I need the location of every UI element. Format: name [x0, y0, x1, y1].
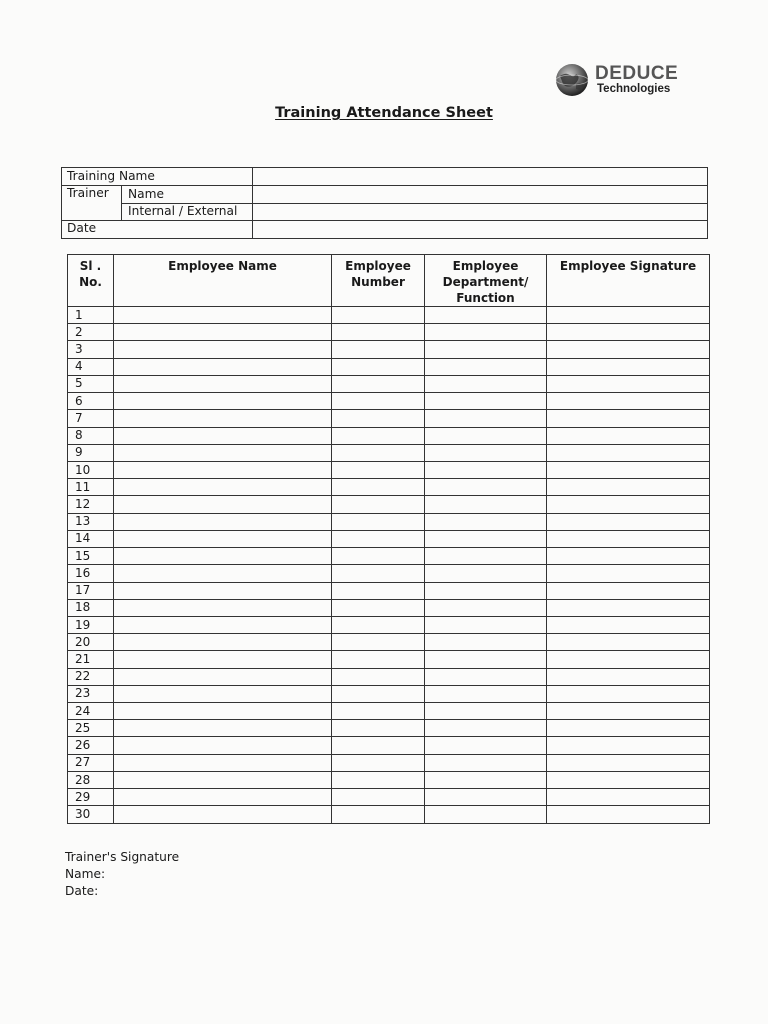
employee-number-cell[interactable] [332, 410, 425, 427]
department-cell[interactable] [425, 530, 547, 547]
employee-name-cell[interactable] [114, 737, 332, 754]
signoff-date-label: Date: [65, 884, 99, 898]
table-row [68, 634, 710, 651]
employee-name-cell[interactable] [114, 685, 332, 702]
employee-number-cell[interactable] [332, 427, 425, 444]
signature-cell[interactable] [547, 427, 710, 444]
signature-cell[interactable] [547, 444, 710, 461]
signature-cell[interactable] [547, 461, 710, 478]
table-row [68, 358, 710, 375]
employee-number-cell[interactable] [332, 479, 425, 496]
info-column-divider [121, 185, 122, 220]
department-cell[interactable] [425, 668, 547, 685]
employee-name-cell[interactable] [114, 789, 332, 806]
signature-cell[interactable] [547, 530, 710, 547]
department-cell[interactable] [425, 599, 547, 616]
signature-cell[interactable] [547, 651, 710, 668]
header-employee-number-line1: Employee [345, 259, 411, 273]
signature-cell[interactable] [547, 789, 710, 806]
employee-name-cell[interactable] [114, 375, 332, 392]
department-cell[interactable] [425, 358, 547, 375]
table-row [68, 461, 710, 478]
employee-name-cell[interactable] [114, 496, 332, 513]
employee-number-cell[interactable] [332, 720, 425, 737]
row-number: 11 [68, 479, 114, 496]
department-cell[interactable] [425, 771, 547, 788]
header-employee-number [332, 255, 425, 307]
header-signature-text: Employee Signature [559, 259, 697, 273]
table-row [68, 789, 710, 806]
row-number: 20 [68, 634, 114, 651]
department-cell[interactable] [425, 461, 547, 478]
employee-name-cell[interactable] [114, 324, 332, 341]
header-department-line1: Employee [452, 259, 519, 273]
employee-name-cell[interactable] [114, 720, 332, 737]
header-department-line2: Department/ [442, 275, 529, 289]
employee-number-cell[interactable] [332, 375, 425, 392]
employee-number-cell[interactable] [332, 703, 425, 720]
department-cell[interactable] [425, 375, 547, 392]
row-number: 29 [68, 789, 114, 806]
employee-name-cell[interactable] [114, 341, 332, 358]
table-row [68, 685, 710, 702]
employee-name-cell[interactable] [114, 651, 332, 668]
employee-number-cell[interactable] [332, 358, 425, 375]
row-number: 4 [68, 358, 114, 375]
department-cell[interactable] [425, 427, 547, 444]
employee-number-cell[interactable] [332, 307, 425, 324]
department-cell[interactable] [425, 393, 547, 410]
department-cell[interactable] [425, 806, 547, 824]
row-number: 18 [68, 599, 114, 616]
row-number: 7 [68, 410, 114, 427]
signature-cell[interactable] [547, 685, 710, 702]
employee-name-cell[interactable] [114, 754, 332, 771]
table-row [68, 496, 710, 513]
row-number: 25 [68, 720, 114, 737]
signature-cell[interactable] [547, 668, 710, 685]
table-row [68, 720, 710, 737]
signature-cell[interactable] [547, 565, 710, 582]
table-row [68, 341, 710, 358]
department-cell[interactable] [425, 789, 547, 806]
row-number: 30 [68, 806, 114, 824]
employee-number-cell[interactable] [332, 754, 425, 771]
employee-number-cell[interactable] [332, 341, 425, 358]
table-row [68, 565, 710, 582]
employee-number-cell[interactable] [332, 771, 425, 788]
signature-cell[interactable] [547, 393, 710, 410]
table-row [68, 771, 710, 788]
date-label: Date [67, 221, 97, 235]
employee-name-cell[interactable] [114, 771, 332, 788]
department-cell[interactable] [425, 616, 547, 633]
row-number: 1 [68, 307, 114, 324]
employee-name-cell[interactable] [114, 307, 332, 324]
table-row [68, 703, 710, 720]
row-number: 2 [68, 324, 114, 341]
table-row [68, 479, 710, 496]
table-row [68, 616, 710, 633]
signature-cell[interactable] [547, 616, 710, 633]
employee-number-cell[interactable] [332, 599, 425, 616]
header-sl-no [68, 255, 114, 307]
attendance-table-body [68, 307, 710, 824]
row-number: 6 [68, 393, 114, 410]
row-number: 19 [68, 616, 114, 633]
row-number: 9 [68, 444, 114, 461]
signature-cell[interactable] [547, 341, 710, 358]
signature-cell[interactable] [547, 806, 710, 824]
header-employee-name [114, 255, 332, 307]
table-row [68, 737, 710, 754]
department-cell[interactable] [425, 565, 547, 582]
employee-name-cell[interactable] [114, 410, 332, 427]
department-cell[interactable] [425, 582, 547, 599]
employee-name-cell[interactable] [114, 393, 332, 410]
table-row [68, 324, 710, 341]
employee-number-cell[interactable] [332, 548, 425, 565]
logo-brand-text: DEDUCE [595, 63, 679, 84]
table-row [68, 668, 710, 685]
row-number: 8 [68, 427, 114, 444]
signature-cell[interactable] [547, 703, 710, 720]
department-cell[interactable] [425, 513, 547, 530]
header-department-line3: Function [456, 291, 515, 305]
signature-cell[interactable] [547, 582, 710, 599]
table-header-row [68, 255, 710, 307]
table-row [68, 444, 710, 461]
table-row [68, 513, 710, 530]
department-cell[interactable] [425, 496, 547, 513]
signature-cell[interactable] [547, 358, 710, 375]
employee-name-cell[interactable] [114, 616, 332, 633]
signature-cell[interactable] [547, 771, 710, 788]
table-row [68, 582, 710, 599]
employee-number-cell[interactable] [332, 530, 425, 547]
table-row [68, 651, 710, 668]
employee-number-cell[interactable] [332, 582, 425, 599]
department-cell[interactable] [425, 634, 547, 651]
employee-number-cell[interactable] [332, 789, 425, 806]
header-signature [547, 255, 710, 307]
row-number: 16 [68, 565, 114, 582]
row-number: 22 [68, 668, 114, 685]
header-employee-name-text: Employee Name [168, 259, 277, 273]
department-cell[interactable] [425, 324, 547, 341]
department-cell[interactable] [425, 720, 547, 737]
employee-name-cell[interactable] [114, 444, 332, 461]
employee-name-cell[interactable] [114, 530, 332, 547]
table-row [68, 393, 710, 410]
trainer-label: Trainer [67, 186, 109, 200]
row-number: 15 [68, 548, 114, 565]
table-row [68, 375, 710, 392]
department-cell[interactable] [425, 685, 547, 702]
signature-cell[interactable] [547, 307, 710, 324]
globe-icon [554, 62, 590, 98]
employee-name-cell[interactable] [114, 806, 332, 824]
row-number: 23 [68, 685, 114, 702]
trainer-name-label: Name [128, 187, 164, 201]
employee-name-cell[interactable] [114, 703, 332, 720]
employee-number-cell[interactable] [332, 685, 425, 702]
department-cell[interactable] [425, 444, 547, 461]
table-row [68, 530, 710, 547]
page-title: Training Attendance Sheet [275, 105, 493, 121]
row-number: 5 [68, 375, 114, 392]
trainer-type-field[interactable] [253, 204, 707, 220]
row-number: 12 [68, 496, 114, 513]
signature-cell[interactable] [547, 479, 710, 496]
logo-sub-text: Technologies [597, 83, 671, 95]
row-number: 26 [68, 737, 114, 754]
department-cell[interactable] [425, 703, 547, 720]
employee-number-cell[interactable] [332, 668, 425, 685]
employee-number-cell[interactable] [332, 461, 425, 478]
signoff-name-label: Name: [65, 867, 106, 881]
row-number: 13 [68, 513, 114, 530]
employee-name-cell[interactable] [114, 548, 332, 565]
employee-number-cell[interactable] [332, 651, 425, 668]
row-number: 28 [68, 771, 114, 788]
employee-number-cell[interactable] [332, 393, 425, 410]
signature-cell[interactable] [547, 548, 710, 565]
department-cell[interactable] [425, 548, 547, 565]
table-row [68, 427, 710, 444]
signature-cell[interactable] [547, 634, 710, 651]
employee-number-cell[interactable] [332, 565, 425, 582]
employee-name-cell[interactable] [114, 634, 332, 651]
header-department [425, 255, 547, 307]
trainer-name-field[interactable] [253, 186, 707, 203]
employee-number-cell[interactable] [332, 634, 425, 651]
department-cell[interactable] [425, 341, 547, 358]
employee-number-cell[interactable] [332, 806, 425, 824]
department-cell[interactable] [425, 410, 547, 427]
department-cell[interactable] [425, 479, 547, 496]
table-row [68, 754, 710, 771]
employee-number-cell[interactable] [332, 616, 425, 633]
row-number: 3 [68, 341, 114, 358]
employee-name-cell[interactable] [114, 668, 332, 685]
signature-cell[interactable] [547, 599, 710, 616]
department-cell[interactable] [425, 651, 547, 668]
row-number: 17 [68, 582, 114, 599]
signature-cell[interactable] [547, 720, 710, 737]
employee-name-cell[interactable] [114, 599, 332, 616]
employee-name-cell[interactable] [114, 358, 332, 375]
employee-name-cell[interactable] [114, 513, 332, 530]
row-number: 24 [68, 703, 114, 720]
attendance-table [67, 254, 710, 824]
row-number: 14 [68, 530, 114, 547]
employee-number-cell[interactable] [332, 496, 425, 513]
department-cell[interactable] [425, 307, 547, 324]
table-row [68, 806, 710, 824]
training-name-field[interactable] [253, 168, 707, 185]
employee-name-cell[interactable] [114, 565, 332, 582]
table-row [68, 307, 710, 324]
employee-name-cell[interactable] [114, 427, 332, 444]
table-row [68, 548, 710, 565]
department-cell[interactable] [425, 737, 547, 754]
signature-cell[interactable] [547, 513, 710, 530]
training-name-label: Training Name [67, 169, 155, 183]
signature-cell[interactable] [547, 324, 710, 341]
date-field[interactable] [253, 221, 707, 238]
signature-cell[interactable] [547, 754, 710, 771]
signature-cell[interactable] [547, 375, 710, 392]
trainer-signoff [65, 849, 179, 900]
department-cell[interactable] [425, 754, 547, 771]
table-row [68, 410, 710, 427]
employee-number-cell[interactable] [332, 737, 425, 754]
table-row [68, 599, 710, 616]
trainer-type-label: Internal / External [128, 204, 238, 218]
row-number: 10 [68, 461, 114, 478]
trainer-signature-label: Trainer's Signature [65, 850, 180, 864]
training-info-table [61, 167, 708, 239]
signature-cell[interactable] [547, 410, 710, 427]
employee-name-cell[interactable] [114, 479, 332, 496]
employee-number-cell[interactable] [332, 444, 425, 461]
header-employee-number-line2: Number [351, 275, 405, 289]
company-logo [554, 62, 694, 102]
employee-name-cell[interactable] [114, 461, 332, 478]
employee-number-cell[interactable] [332, 324, 425, 341]
employee-name-cell[interactable] [114, 582, 332, 599]
row-number: 27 [68, 754, 114, 771]
employee-number-cell[interactable] [332, 513, 425, 530]
row-number: 21 [68, 651, 114, 668]
header-sl-line2: No. [79, 275, 102, 289]
signature-cell[interactable] [547, 737, 710, 754]
signature-cell[interactable] [547, 496, 710, 513]
header-sl-line1: Sl . [79, 259, 102, 273]
